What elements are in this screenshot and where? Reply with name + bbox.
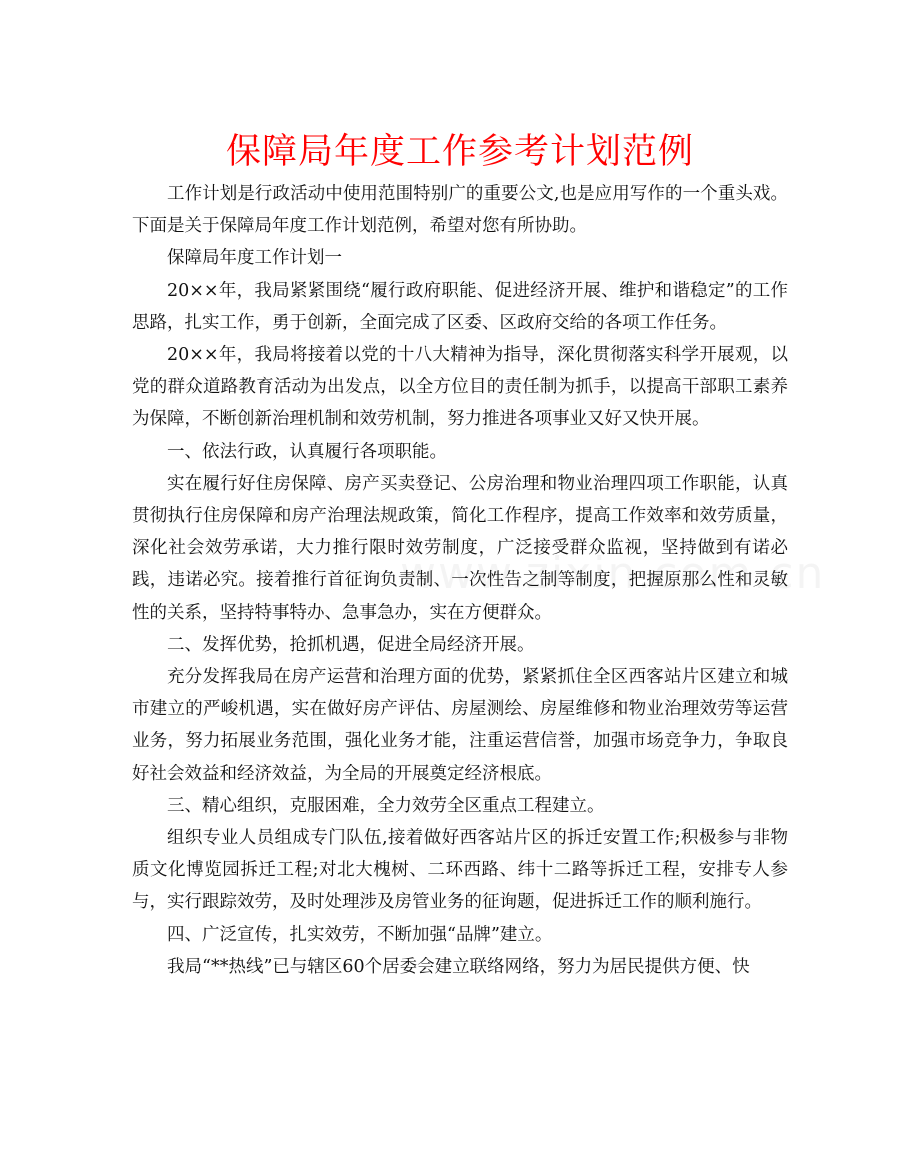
paragraph-goals: 20××年，我局将接着以党的十八大精神为指导，深化贯彻落实科学开展观，以党的群众道路教育活动为出发点，以全方位目的责任制为抓手，以提高干部职工素养为保障，不断创新治理机制和效劳机制，努力推进各项事业又好又快开展。 [132, 345, 788, 430]
paragraph-section-3: 组织专业人员组成专门队伍,接着做好西客站片区的拆迁安置工作;积极参与非物质文化博览园拆迁工程;对北大槐树、二环西路、纬十二路等拆迁工程，安排专人参与，实行跟踪效劳，及时处理涉及房管业务的征询题，促进拆迁工作的顺利施行。 [132, 828, 788, 913]
section-heading-4: 四、广泛宣传，扎实效劳，不断加强“品牌”建立。 [167, 924, 553, 945]
document-page [132, 0, 788, 983]
paragraph-section-1: 实在履行好住房保障、房产买卖登记、公房治理和物业治理四项工作职能，认真贯彻执行住房保障和房产治理法规政策，简化工作程序，提高工作效率和效劳质量，深化社会效劳承诺，大力推行限时效劳制度，广泛接受群众监视，坚持做到有诺必践，违诺必究。接着推行首征询负责制、一次性告之制等制度，把握原那么性和灵敏性的关系，坚持特事特办、急事急办，实在方便群众。 [132, 473, 788, 623]
section-heading-2: 二、发挥优势，抢抓机遇，促进全局经济开展。 [167, 634, 535, 655]
paragraph-section-4: 我局“**热线”已与辖区60个居委会建立联络网络，努力为居民提供方便、快 [167, 956, 750, 977]
paragraph-plan-heading: 保障局年度工作计划一 [167, 248, 342, 269]
paragraph-review: 20××年，我局紧紧围绕“履行政府职能、促进经济开展、维护和谐稳定”的工作思路，扎实工作，勇于创新，全面完成了区委、区政府交给的各项工作任务。 [132, 280, 788, 333]
section-heading-3: 三、精心组织，克服困难，全力效劳全区重点工程建立。 [167, 795, 605, 816]
paragraph-intro: 工作计划是行政活动中使用范围特别广的重要公文,也是应用写作的一个重头戏。下面是关于保障局年度工作计划范例，希望对您有所协助。 [132, 184, 788, 237]
section-heading-1: 一、依法行政，认真履行各项职能。 [167, 441, 447, 462]
document-body [132, 178, 788, 983]
document-title: 保障局年度工作参考计划范例 [225, 132, 694, 172]
paragraph-section-2: 充分发挥我局在房产运营和治理方面的优势，紧紧抓住全区西客站片区建立和城市建立的严峻机遇，实在做好房产评估、房屋测绘、房屋维修和物业治理效劳等运营业务，努力拓展业务范围，强化业务才能，注重运营信誉，加强市场竞争力，争取良好社会效益和经济效益，为全局的开展奠定经济根底。 [132, 667, 788, 784]
